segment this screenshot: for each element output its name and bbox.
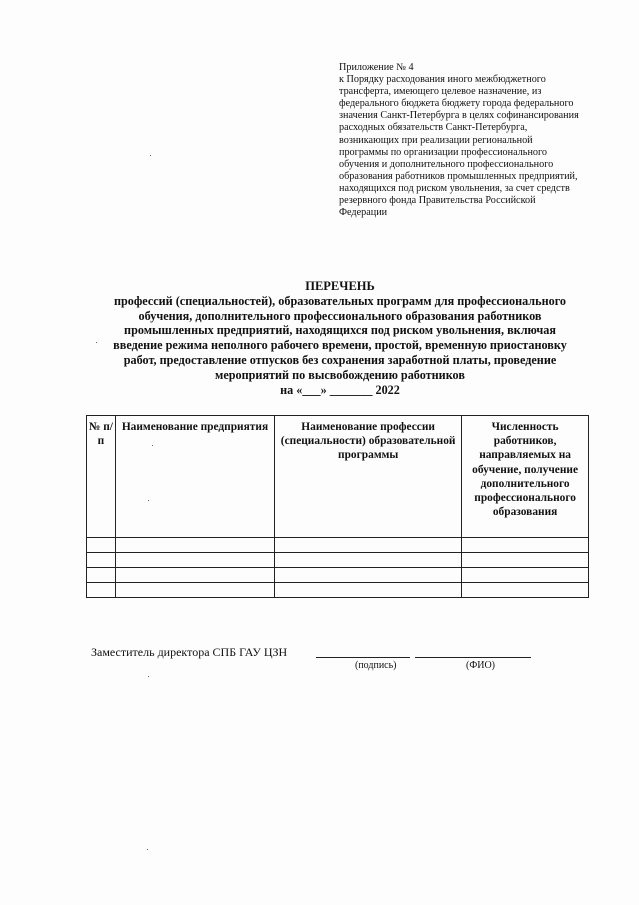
table-cell — [275, 568, 462, 583]
scan-speck — [96, 342, 97, 343]
header-profession — [275, 416, 462, 538]
table-cell — [115, 553, 274, 568]
scan-speck — [150, 155, 151, 156]
table-cell — [462, 553, 589, 568]
title-line: мероприятий по высвобождению работников — [215, 367, 465, 382]
table-cell — [115, 583, 274, 598]
table-cell — [462, 568, 589, 583]
table-cell — [462, 538, 589, 553]
scan-speck — [152, 445, 153, 446]
table-row — [87, 538, 589, 553]
header-num: № п/п — [87, 416, 116, 538]
table-row — [87, 553, 589, 568]
title-line: промышленных предприятий, находящихся под риском увольнения, включая — [124, 323, 556, 338]
scan-speck — [147, 849, 148, 850]
title-line: введение режима неполного рабочего времени, простой, временную приостановку — [113, 338, 567, 353]
signature-position: Заместитель директора СПБ ГАУ ЦЗН — [91, 645, 288, 659]
table-cell — [462, 583, 589, 598]
table-cell — [115, 568, 274, 583]
table-cell — [275, 553, 462, 568]
table-cell — [115, 538, 274, 553]
name-caption: (ФИО) — [466, 660, 496, 671]
table-header-row — [87, 416, 589, 538]
title-date-line: на «___» _______ 2022 — [280, 382, 400, 397]
title-heading: ПЕРЕЧЕНЬ — [305, 279, 375, 293]
table-cell — [87, 568, 116, 583]
table-cell — [275, 538, 462, 553]
table-cell — [87, 538, 116, 553]
header-profession-label: Наименование профессии (специальности) образовательной программы — [280, 421, 456, 462]
appendix-number: Приложение № 4 — [339, 62, 414, 73]
table-row — [87, 583, 589, 598]
table-cell — [87, 583, 116, 598]
document-title — [60, 279, 620, 397]
name-line — [415, 657, 531, 658]
appendix-note — [339, 62, 579, 219]
professions-table — [86, 415, 589, 598]
header-enterprise: Наименование предприятия — [115, 416, 274, 538]
title-line: профессий (специальностей), образовательных программ для профессионального — [113, 293, 567, 308]
table-cell — [87, 553, 116, 568]
header-count: Численность работников, направляемых на обучение, получение дополнительного профессионального образования — [462, 416, 589, 538]
scan-speck — [148, 500, 149, 501]
appendix-text: к Порядку расходования иного межбюджетного трансферта, имеющего целевое назначение, из федерального бюджета бюджету города федерального значения Санкт-Петербурга в целях софинансирования расходных обязательств Санкт-Петербурга, возникающих при реализации региональной программы по организации профессионального обучения и дополнительного профессионального образования работников промышленных предприятий, находящихся под риском увольнения, за счет средств резервного фонда Правительства Российской Федерации — [339, 74, 579, 219]
signature-caption: (подпись) — [355, 660, 397, 671]
signature-line — [316, 657, 410, 658]
scan-speck — [148, 676, 149, 677]
title-line: обучения, дополнительного профессионального образования работников — [138, 308, 542, 323]
table-row — [87, 568, 589, 583]
table-cell — [275, 583, 462, 598]
title-line: работ, предоставление отпусков без сохранения заработной платы, проведение — [123, 352, 557, 367]
